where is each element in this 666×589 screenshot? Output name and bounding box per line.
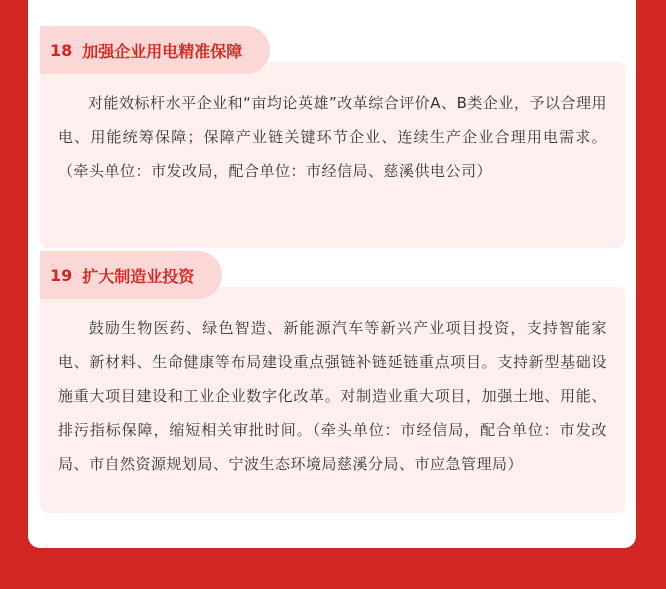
section-body bbox=[40, 287, 625, 513]
section-number: 18 bbox=[50, 40, 73, 60]
section-title: 扩大制造业投资 bbox=[82, 266, 195, 286]
section-paragraph bbox=[58, 311, 607, 481]
section-text: 对能效标杆水平企业和“亩均论英雄”改革综合评价A、B类企业，予以合理用电、用能统筹保障；保障产业链关键环节企业、连续生产企业合理用电需求。（牵头单位：市发改局，配合单位：市经信局、慈溪供电公司） bbox=[58, 94, 607, 180]
section-text: 鼓励生物医药、绿色智造、新能源汽车等新兴产业项目投资，支持智能家电、新材料、生命健康等布局建设重点强链补链延链重点项目。支持新型基础设施重大项目建设和工业企业数字化改革。对制造业重大项目，加强土地、用能、排污指标保障，缩短相关审批时间。（牵头单位：市经信局，配合单位：市发改局、市自然资源规划局、宁波生态环境局慈溪分局、市应急管理局） bbox=[58, 319, 607, 473]
section-number: 19 bbox=[50, 265, 73, 285]
section-heading bbox=[40, 251, 222, 299]
section-body bbox=[40, 62, 625, 248]
section-heading bbox=[40, 26, 270, 74]
section-paragraph bbox=[58, 86, 607, 188]
section-title: 加强企业用电精准保障 bbox=[82, 41, 243, 61]
